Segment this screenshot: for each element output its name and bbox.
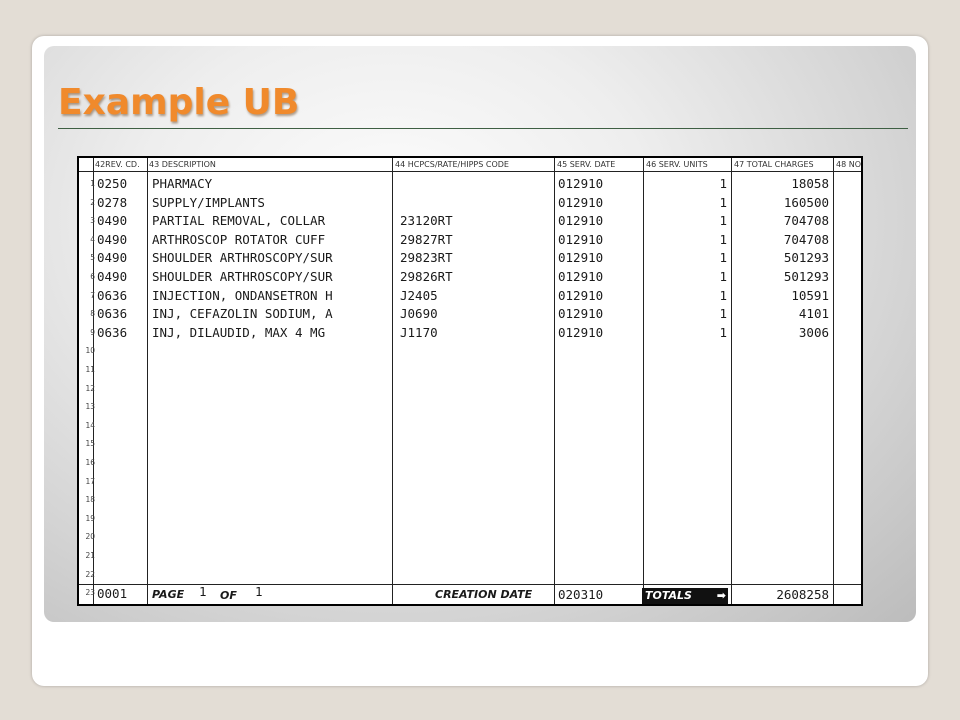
line-number: 9 — [90, 327, 95, 337]
line-number: 23 — [85, 588, 95, 598]
service-date-cell: 012910 — [558, 306, 604, 322]
service-units-cell: 1 — [719, 269, 727, 284]
line-number: 11 — [85, 365, 95, 374]
header-non-covered: 48 NO — [836, 160, 862, 169]
service-units-cell: 1 — [719, 213, 727, 229]
arrow-right-icon: ➡ — [716, 589, 726, 602]
title-underline — [58, 128, 908, 129]
description-cell: ARTHROSCOP ROTATOR CUFF — [152, 231, 326, 247]
line-number: 2 — [90, 197, 95, 207]
rev-code-cell: 0250 — [97, 176, 128, 191]
description-cell: PHARMACY — [152, 176, 213, 191]
slide-title: Example UB — [58, 82, 300, 123]
service-units-cell: 1 — [719, 250, 727, 266]
page-label: PAGE — [152, 588, 185, 601]
col-divider-units — [731, 158, 732, 604]
col-divider-rev — [147, 158, 148, 604]
total-charge-cell: 160500 — [783, 194, 829, 210]
col-divider-hcpcs — [554, 158, 555, 604]
line-number: 5 — [90, 253, 95, 263]
col-divider-charges — [833, 158, 834, 604]
total-charge-cell: 18058 — [791, 176, 829, 191]
service-units-cell: 1 — [719, 287, 727, 303]
description-cell: PARTIAL REMOVAL, COLLAR — [152, 213, 326, 229]
hcpcs-cell: 29823RT — [400, 250, 453, 266]
header-hcpcs: 44 HCPCS/RATE/HIPPS CODE — [395, 160, 509, 169]
ub04-form-scan — [77, 156, 863, 606]
line-number: 10 — [85, 346, 95, 356]
rev-code-cell: 0636 — [97, 306, 128, 322]
total-charge-cell: 501293 — [783, 269, 829, 284]
service-units-cell: 1 — [719, 176, 727, 191]
total-charges-amount: 2608258 — [776, 587, 829, 602]
footer-rev-code: 0001 — [97, 586, 128, 601]
page-total: 1 — [255, 584, 263, 599]
creation-date: 020310 — [558, 587, 604, 602]
line-number: 20 — [85, 532, 95, 542]
line-number: 21 — [85, 551, 95, 560]
header-total-charges: 47 TOTAL CHARGES — [734, 160, 814, 169]
hcpcs-cell: J0690 — [400, 306, 438, 322]
line-number: 17 — [85, 476, 95, 486]
service-date-cell: 012910 — [558, 269, 604, 284]
service-date-cell: 012910 — [558, 213, 604, 229]
total-charge-cell: 704708 — [783, 231, 829, 247]
of-label: OF — [220, 589, 237, 602]
line-number: 14 — [85, 420, 95, 430]
service-date-cell: 012910 — [558, 176, 604, 191]
rev-code-cell: 0278 — [97, 194, 128, 210]
line-number: 8 — [90, 309, 95, 319]
line-number: 15 — [85, 439, 95, 449]
service-date-cell: 012910 — [558, 287, 604, 303]
hcpcs-cell: J2405 — [400, 287, 438, 303]
col-divider-description — [392, 158, 393, 604]
description-cell: INJ, CEFAZOLIN SODIUM, A — [152, 306, 333, 322]
totals-box — [642, 588, 728, 604]
header-serv-date: 45 SERV. DATE — [557, 160, 616, 169]
rev-code-cell: 0636 — [97, 287, 128, 303]
hcpcs-cell: 23120RT — [400, 213, 453, 229]
hcpcs-cell: J1170 — [400, 324, 438, 340]
hcpcs-cell: 29827RT — [400, 231, 453, 247]
total-charge-cell: 10591 — [791, 287, 829, 303]
line-number: 6 — [90, 272, 95, 281]
hcpcs-cell: 29826RT — [400, 269, 453, 284]
page-number: 1 — [199, 584, 207, 599]
service-units-cell: 1 — [719, 324, 727, 340]
description-cell: SUPPLY/IMPLANTS — [152, 194, 265, 210]
header-description: 43 DESCRIPTION — [149, 160, 216, 169]
service-units-cell: 1 — [719, 194, 727, 210]
service-date-cell: 012910 — [558, 324, 604, 340]
col-divider-date — [643, 158, 644, 604]
line-number: 7 — [90, 290, 95, 300]
service-date-cell: 012910 — [558, 194, 604, 210]
line-number: 3 — [90, 216, 95, 226]
line-number: 19 — [85, 513, 95, 523]
total-charge-cell: 4101 — [798, 306, 829, 322]
service-units-cell: 1 — [719, 306, 727, 322]
line-number: 13 — [85, 402, 95, 412]
rev-code-cell: 0636 — [97, 324, 128, 340]
line-number: 12 — [85, 383, 95, 393]
service-date-cell: 012910 — [558, 250, 604, 266]
rev-code-cell: 0490 — [97, 269, 128, 284]
line-number: 16 — [85, 458, 95, 467]
totals-label: TOTALS — [645, 589, 692, 602]
total-charge-cell: 3006 — [798, 324, 829, 340]
description-cell: SHOULDER ARTHROSCOPY/SUR — [152, 250, 333, 266]
rev-code-cell: 0490 — [97, 250, 128, 266]
total-charge-cell: 501293 — [783, 250, 829, 266]
line-number: 22 — [85, 569, 95, 579]
description-cell: INJ, DILAUDID, MAX 4 MG — [152, 324, 326, 340]
description-cell: SHOULDER ARTHROSCOPY/SUR — [152, 269, 333, 284]
service-units-cell: 1 — [719, 231, 727, 247]
header-divider — [79, 171, 861, 172]
line-number: 4 — [90, 234, 95, 244]
header-serv-units: 46 SERV. UNITS — [646, 160, 708, 169]
creation-date-label: CREATION DATE — [435, 588, 533, 601]
description-cell: INJECTION, ONDANSETRON H — [152, 287, 333, 303]
header-rev-cd: 42REV. CD. — [95, 160, 140, 169]
total-charge-cell: 704708 — [783, 213, 829, 229]
service-date-cell: 012910 — [558, 231, 604, 247]
rev-code-cell: 0490 — [97, 231, 128, 247]
footer-divider — [79, 584, 861, 585]
line-number: 1 — [90, 179, 95, 188]
rev-code-cell: 0490 — [97, 213, 128, 229]
line-number: 18 — [85, 495, 95, 505]
